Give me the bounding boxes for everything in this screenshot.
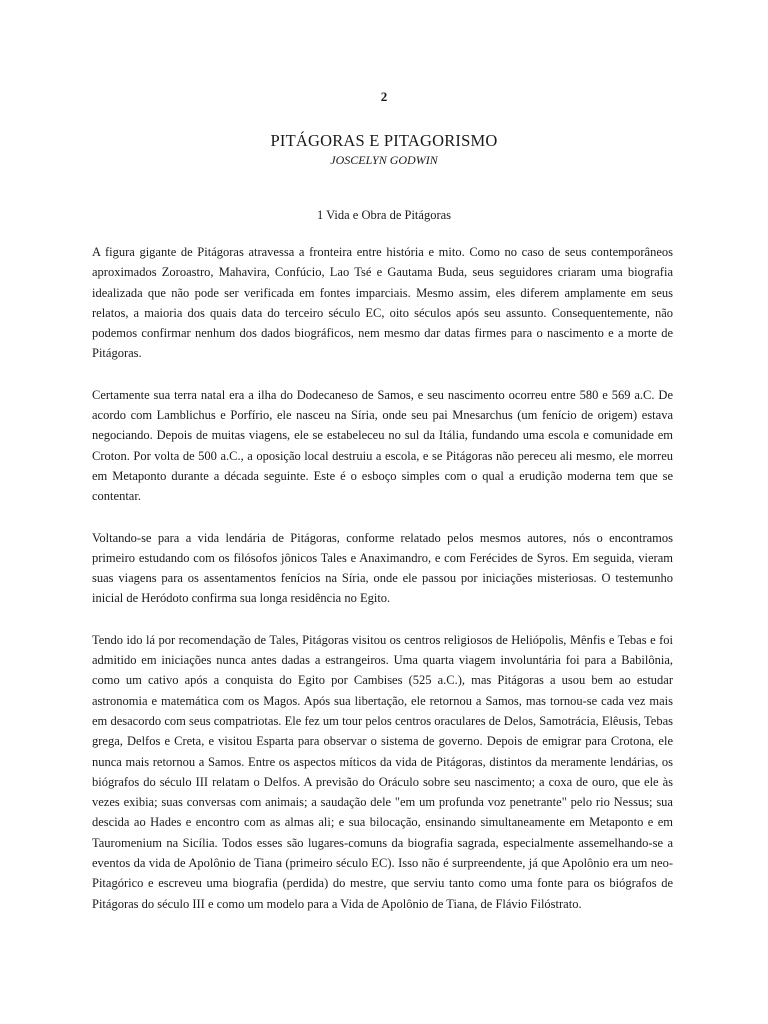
- paragraph: Certamente sua terra natal era a ilha do Dodecaneso de Samos, e seu nascimento ocorreu entre 580 e 569 a.C. De acordo com Lamblichus e Porfírio, ele nasceu na Síria, onde seu pai Mnesarchus (um fenício de origem) estava negociando. Depois de muitas viagens, ele se estabeleceu no sul da Itália, fundando uma escola e comunidade em Croton. Por volta de 500 a.C., a oposição local destruiu a escola, e se Pitágoras não pereceu ali mesmo, ele morreu em Metaponto durante a década seguinte. Este é o esboço simples com o qual a erudição moderna tem que se contentar.: [92, 387, 673, 504]
- paragraph: Voltando-se para a vida lendária de Pitágoras, conforme relatado pelos mesmos autores, nós o encontramos primeiro estudando com os filósofos jônicos Tales e Anaximandro, e com Ferécides de Syros. Em seguida, vieram suas viagens para os assentamentos fenícios na Síria, onde ele passou por iniciações misteriosas. O testemunho inicial de Heródoto confirma sua longa residência no Egito.: [92, 530, 673, 606]
- page-number: 2: [380, 89, 388, 104]
- chapter-title: PITÁGORAS E PITAGORISMO: [270, 131, 498, 150]
- body-text: [92, 242, 673, 935]
- paragraph: Tendo ido lá por recomendação de Tales, Pitágoras visitou os centros religiosos de Heliópolis, Mênfis e Tebas e foi admitido em iniciações nunca antes dadas a estrangeiros. Uma quarta viagem involuntária foi para a Babilônia, como um cativo após a conquista do Egito por Cambises (525 a.C.), mas Pitágoras a usou bem ao estudar astronomia e matemática com os Magos. Após sua libertação, ele retornou a Samos, mas tornou-se cada vez mais em desacordo com seus compatriotas. Ele fez um tour pelos centros oraculares de Delos, Samotrácia, Elêusis, Tebas grega, Delfos e Creta, e visitou Esparta para observar o sistema de governo. Depois de emigrar para Crotona, ele nunca mais retornou a Samos. Entre os aspectos míticos da vida de Pitágoras, distintos da meramente lendárias, os biógrafos do século III relatam o Delfos. A previsão do Oráculo sobre seu nascimento; a coxa de ouro, que ele às vezes exibia; suas conversas com animais; a saudação dele "em um profunda voz penetrante" pelo rio Nessus; sua descida ao Hades e encontro com as almas ali; e sua bilocação, ensinando simultaneamente em Metaponto e em Tauromenium na Sicília. Todos esses são lugares-comuns da biografia sagrada, especialmente assemelhando-se a eventos da vida de Apolônio de Tiana (primeiro século EC). Isso não é surpreendente, já que Apolônio era um neo-Pitagórico e escreveu uma biografia (perdida) do mestre, que serviu tanto como uma fonte para os biógrafos de Pitágoras do século III e como um modelo para a Vida de Apolônio de Tiana, de Flávio Filóstrato.: [92, 632, 673, 911]
- author-name: JOSCELYN GODWIN: [330, 153, 438, 167]
- paragraph: A figura gigante de Pitágoras atravessa a fronteira entre história e mito. Como no caso de seus contemporâneos aproximados Zoroastro, Mahavira, Confúcio, Lao Tsé e Gautama Buda, seus seguidores criaram uma biografia idealizada que não pode ser verificada em fontes imparciais. Mesmo assim, eles diferem amplamente em seus relatos, a maioria dos quais data do terceiro século EC, oito séculos após seu assunto. Consequentemente, não podemos confirmar nenhum dos dados biográficos, nem mesmo dar datas firmes para o nascimento e a morte de Pitágoras.: [92, 245, 673, 361]
- section-title: 1 Vida e Obra de Pitágoras: [316, 208, 452, 222]
